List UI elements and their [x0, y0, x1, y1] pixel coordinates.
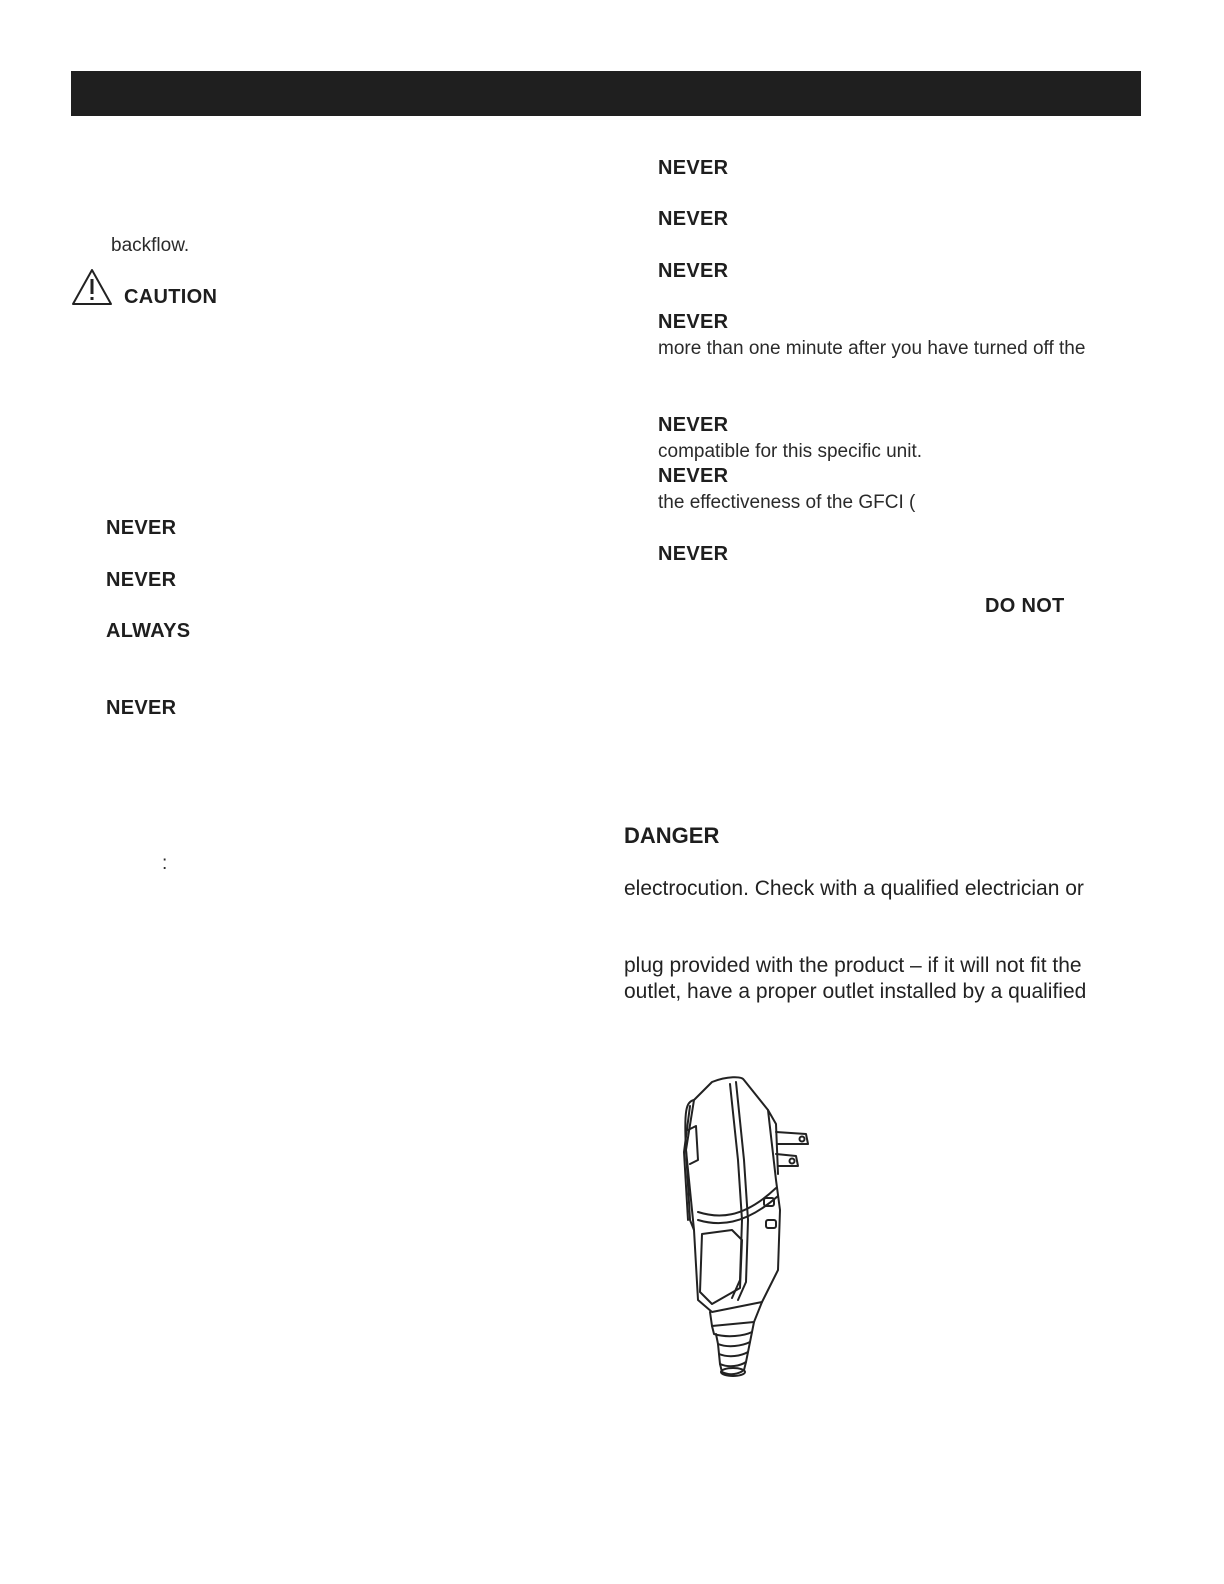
plug-line: plug provided with the product – if it will not fit the [624, 954, 1082, 977]
keyword-never-3: NEVER [106, 697, 177, 719]
compatible-line: compatible for this specific unit. [658, 441, 923, 462]
electrocution-line: electrocution. Check with a qualified electrician or [624, 877, 1084, 900]
outlet-line: outlet, have a proper outlet installed by a qualified [624, 980, 1087, 1003]
keyword-always: ALWAYS [106, 620, 191, 642]
keyword-never-r2: NEVER [658, 208, 729, 230]
caution-label: CAUTION [124, 286, 218, 308]
keyword-never-r6: NEVER [658, 465, 729, 487]
minute-line: more than one minute after you have turned off the [658, 338, 1086, 359]
danger-label: DANGER [624, 823, 720, 848]
gfci-plug-icon [672, 1070, 822, 1380]
keyword-never-r7: NEVER [658, 543, 729, 565]
keyword-never-r3: NEVER [658, 260, 729, 282]
keyword-never-r1: NEVER [658, 157, 729, 179]
backflow-text: backflow. [111, 235, 190, 256]
keyword-never-2: NEVER [106, 569, 177, 591]
gfci-line: the effectiveness of the GFCI ( [658, 492, 916, 513]
header-bar [71, 71, 1141, 116]
keyword-never-r4: NEVER [658, 311, 729, 333]
do-not-label: DO NOT [985, 595, 1065, 617]
keyword-never-r5: NEVER [658, 414, 729, 436]
keyword-never-1: NEVER [106, 517, 177, 539]
warning-triangle-icon [71, 268, 113, 306]
colon-mark: : [162, 853, 168, 874]
